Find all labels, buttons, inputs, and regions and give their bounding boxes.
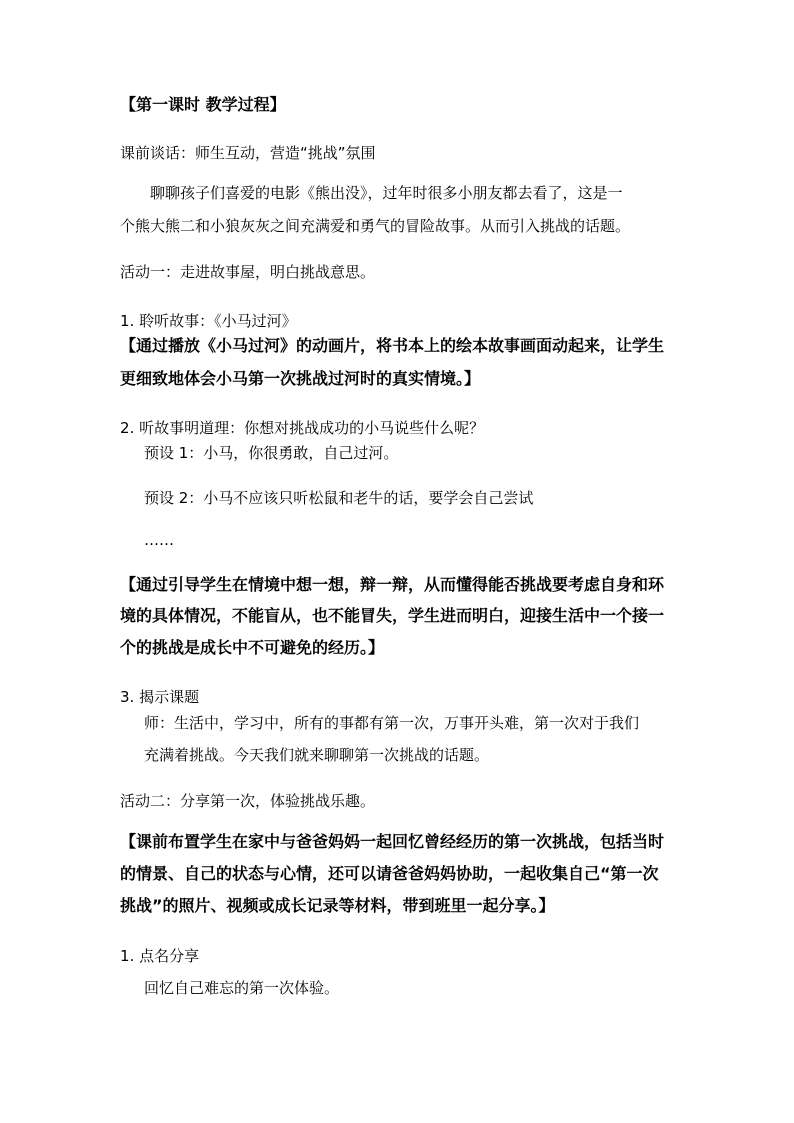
activity2-note-line: 的情景、自己的状态与心情，还可以请爸爸妈妈协助，一起收集自己“第一次 (120, 864, 659, 883)
activity2-item1-label: 1. 点名分享 (120, 947, 200, 965)
ellipsis: …… (144, 531, 174, 549)
activity2-title: 活动二：分享第一次，体验挑战乐趣。 (120, 792, 376, 810)
intro-title: 课前谈话：师生互动，营造“挑战”氛围 (120, 144, 376, 162)
intro-paragraph-line: 聊聊孩子们喜爱的电影《熊出没》，过年时很多小朋友都去看了，这是一 (150, 184, 623, 202)
activity1-title: 活动一：走进故事屋，明白挑战意思。 (120, 263, 376, 281)
activity1-item3-text-line: 师：生活中，学习中，所有的事都有第一次，万事开头难，第一次对于我们 (144, 714, 640, 732)
lesson-heading: 【第一课时 教学过程】 (120, 95, 286, 114)
activity1-item3-text-line: 充满着挑战。今天我们就来聊聊第一次挑战的话题。 (144, 746, 490, 764)
activity1-item2-note-line: 个的挑战是成长中不可避免的经历。】 (120, 638, 385, 657)
intro-paragraph-line: 个熊大熊二和小狼灰灰之间充满爱和勇气的冒险故事。从而引入挑战的话题。 (120, 217, 631, 235)
preset-answer-1: 预设 1：小马，你很勇敢，自己过河。 (144, 444, 399, 462)
activity2-item1-text: 回忆自己难忘的第一次体验。 (144, 979, 340, 997)
activity1-item2-label: 2. 听故事明道理：你想对挑战成功的小马说些什么呢？ (120, 419, 485, 437)
preset-answer-2: 预设 2：小马不应该只听松鼠和老牛的话，要学会自己尝试 (144, 489, 534, 507)
activity1-item1-note-line: 【通过播放《小马过河》的动画片，将书本上的绘本故事画面动起来，让学生 (120, 336, 665, 355)
activity1-item2-note-line: 【通过引导学生在情境中想一想，辩一辩，从而懂得能否挑战要考虑自身和环 (120, 575, 665, 594)
activity1-item3-label: 3. 揭示课题 (120, 688, 200, 706)
activity2-note-line: 【课前布置学生在家中与爸爸妈妈一起回忆曾经经历的第一次挑战，包括当时 (120, 832, 665, 851)
activity1-item1-label: 1. 聆听故事：《小马过河》 (120, 312, 297, 330)
activity1-item2-note-line: 境的具体情况，不能盲从，也不能冒失，学生进而明白，迎接生活中一个接一 (120, 606, 665, 625)
activity1-item1-note-line: 更细致地体会小马第一次挑战过河时的真实情境。】 (120, 369, 481, 388)
activity2-note-line: 挑战”的照片、视频或成长记录等材料，带到班里一起分享。】 (120, 896, 555, 915)
